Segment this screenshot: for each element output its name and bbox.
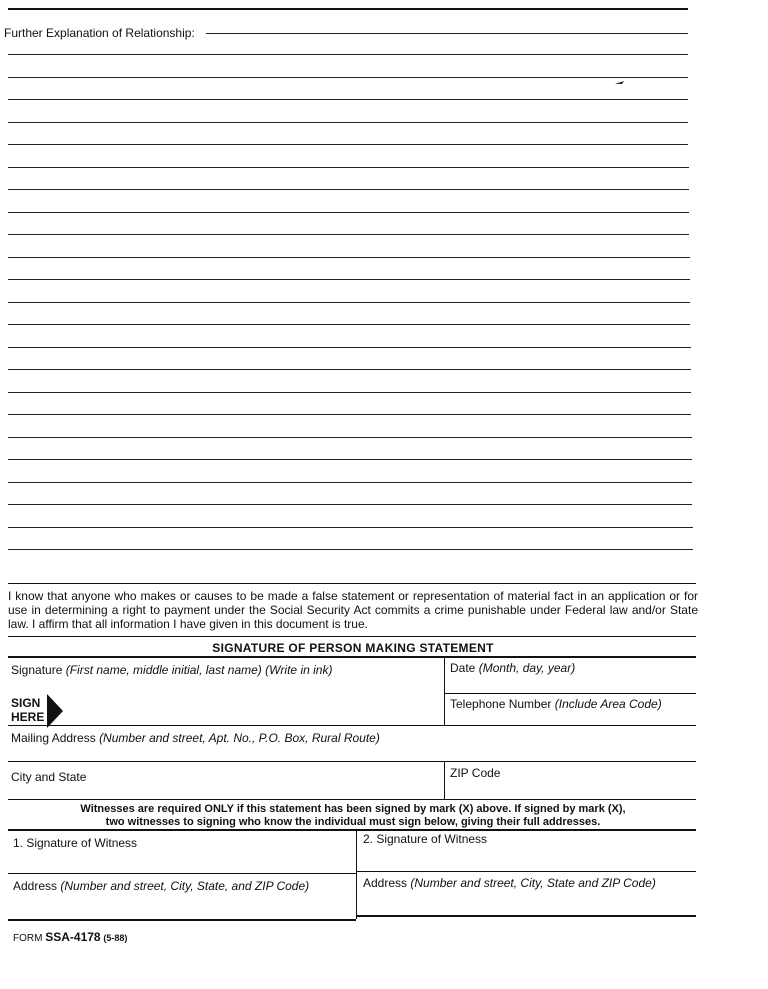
witness-2-signature-label: 2. Signature of Witness xyxy=(363,832,488,846)
witness-address-rule-left xyxy=(8,873,356,874)
writing-line[interactable] xyxy=(8,392,691,393)
writing-line[interactable] xyxy=(8,504,692,505)
declaration-text: I know that anyone who makes or causes to be made a false statement or representation of material fact in an application or for use in determining a right to payment under the Social Security Act commits a crime punishable under Federal law and/or State law. I affirm that all information I have given in this document is true. xyxy=(8,589,698,631)
witness-requirement-note: Witnesses are required ONLY if this statement has been signed by mark (X) above. If signed by mark (X), two witnesses to signing who know the individual must sign below, giving their full addresses. xyxy=(80,803,626,828)
witness-1-address-input[interactable] xyxy=(12,895,352,917)
witness-1-signature-label: 1. Signature of Witness xyxy=(13,836,138,850)
mailing-address-input[interactable] xyxy=(10,746,694,760)
telephone-input-area[interactable] xyxy=(448,712,694,724)
signature-title-rule xyxy=(8,636,696,637)
witness-box-bottom xyxy=(8,919,356,921)
witness-1-signature-input[interactable] xyxy=(12,852,352,870)
stray-mark-icon xyxy=(614,80,626,86)
writing-line[interactable] xyxy=(8,347,691,348)
signature-section-title: SIGNATURE OF PERSON MAKING STATEMENT xyxy=(212,641,494,655)
form-number-footer: FORM SSA-4178 (5-88) xyxy=(13,930,128,944)
top-rule xyxy=(8,8,688,10)
writing-line[interactable] xyxy=(8,122,688,123)
witness-box-top xyxy=(8,829,696,831)
city-state-label: City and State xyxy=(11,770,87,784)
city-state-input[interactable] xyxy=(10,784,440,798)
witness-2-signature-input[interactable] xyxy=(360,848,694,870)
writing-line[interactable] xyxy=(8,234,689,235)
mailing-rule xyxy=(8,725,696,726)
writing-line[interactable] xyxy=(8,144,688,145)
mailing-address-label: Mailing Address (Number and street, Apt. No., P.O. Box, Rural Route) xyxy=(11,731,380,745)
sign-here-arrow-icon xyxy=(47,694,64,728)
writing-line[interactable] xyxy=(8,437,692,438)
writing-line[interactable] xyxy=(8,482,692,483)
writing-line[interactable] xyxy=(8,167,689,168)
declaration-top-rule xyxy=(8,583,696,584)
writing-line[interactable] xyxy=(8,257,690,258)
witness-column-divider xyxy=(356,829,357,919)
date-field-label: Date (Month, day, year) xyxy=(450,661,576,675)
telephone-rule xyxy=(444,693,696,694)
city-rule xyxy=(8,761,696,762)
writing-line[interactable] xyxy=(8,189,689,190)
writing-line[interactable] xyxy=(8,414,691,415)
writing-line[interactable] xyxy=(8,54,688,55)
writing-line[interactable] xyxy=(8,279,690,280)
explanation-label: Further Explanation of Relationship: xyxy=(4,26,195,40)
writing-line[interactable] xyxy=(8,527,693,528)
witness-2-address-input[interactable] xyxy=(360,892,694,914)
writing-line[interactable] xyxy=(8,77,688,78)
sign-here-label: SIGN HERE xyxy=(11,696,45,724)
date-column-divider xyxy=(444,656,445,725)
writing-line[interactable] xyxy=(8,369,691,370)
signature-input-area[interactable] xyxy=(62,680,440,724)
writing-line[interactable] xyxy=(8,549,693,550)
zip-code-input[interactable] xyxy=(448,782,694,798)
witness-note-rule xyxy=(8,799,696,800)
witness-2-address-label: Address (Number and street, City, State and ZIP Code) xyxy=(363,876,656,890)
writing-line[interactable] xyxy=(8,302,690,303)
signature-box-top xyxy=(8,656,696,658)
writing-line[interactable] xyxy=(8,459,692,460)
zip-column-divider xyxy=(444,761,445,799)
zip-code-label: ZIP Code xyxy=(450,766,501,780)
signature-field-label: Signature (First name, middle initial, last name) (Write in ink) xyxy=(11,663,333,677)
witness-1-address-label: Address (Number and street, City, State, and ZIP Code) xyxy=(13,879,310,893)
explanation-first-line[interactable] xyxy=(206,33,688,34)
witness-box-bottom-right xyxy=(356,915,696,917)
writing-line[interactable] xyxy=(8,212,689,213)
date-input-area[interactable] xyxy=(448,676,694,692)
writing-line[interactable] xyxy=(8,324,690,325)
telephone-field-label: Telephone Number (Include Area Code) xyxy=(450,697,662,711)
witness-address-rule-right xyxy=(356,871,696,872)
writing-line[interactable] xyxy=(8,99,688,100)
